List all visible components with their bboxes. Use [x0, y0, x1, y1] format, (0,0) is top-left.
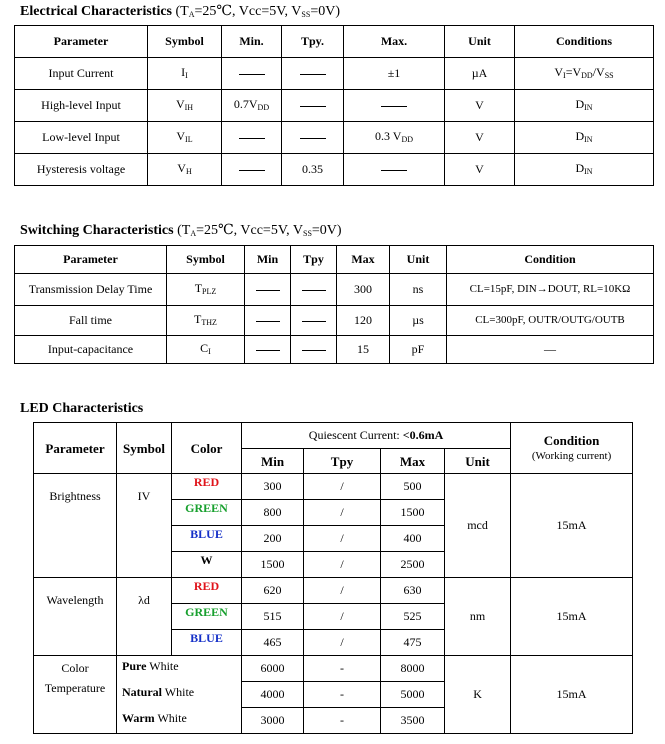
header-max: Max	[337, 246, 390, 274]
table-row: Low-level Input $V_{IL}$ 0.3 $V_{DD}$ V $D_{IN}$	[15, 122, 654, 154]
header-unit: Unit	[445, 449, 511, 474]
led-title: LED Characteristics	[20, 401, 144, 416]
dash-mark	[300, 74, 326, 75]
table-row: Hysteresis voltage $V_H$ 0.35 V $D_{IN}$	[15, 154, 654, 186]
header-typ: Tpy	[291, 246, 337, 274]
header-parameter: Parameter	[34, 423, 117, 474]
table-row: W 1500 / 2500	[34, 552, 633, 578]
header-typ: Tpy.	[282, 26, 344, 58]
dash-mark	[256, 290, 280, 291]
header-typ: Tpy	[304, 449, 381, 474]
dash-mark	[302, 290, 326, 291]
switching-table	[14, 245, 654, 364]
switching-title: Switching Characteristics ($T_A=25℃$, Vcc=5V, $V_{SS}=0V$)	[20, 223, 342, 238]
header-min: Min	[242, 449, 304, 474]
table-row: Input-capacitance $C_I$ 15 pF —	[15, 336, 654, 364]
header-max: Max	[381, 449, 445, 474]
header-symbol: Symbol	[148, 26, 222, 58]
dash-mark	[239, 74, 265, 75]
table-row: Wavelength λd RED 620 / 630 nm 15mA	[34, 578, 633, 604]
dash-mark	[300, 106, 326, 107]
dash-mark	[302, 321, 326, 322]
electrical-table	[14, 25, 654, 186]
table-row: Color Temperature Pure White Natural White Warm White 6000 - 8000 K 15mA	[34, 656, 633, 682]
header-min: Min.	[222, 26, 282, 58]
dash-mark	[239, 170, 265, 171]
header-unit: Unit	[390, 246, 447, 274]
dash-mark	[300, 138, 326, 139]
header-conditions: Conditions	[515, 26, 654, 58]
table-row: 4000 - 5000	[34, 682, 633, 708]
dash-mark	[381, 170, 407, 171]
electrical-title: Electrical Characteristics ($T_A=25℃$, Vcc=5V, $V_{SS}=0V$)	[20, 4, 340, 19]
header-quiescent-current: Quiescent Current: <0.6mA	[242, 423, 511, 449]
table-row: Transmission Delay Time $T_{PLZ}$ 300 ns CL=15pF, DIN→DOUT, RL=10KΩ	[15, 274, 654, 306]
header-parameter: Parameter	[15, 26, 148, 58]
table-row: BLUE 465 / 475	[34, 630, 633, 656]
led-table	[33, 422, 633, 734]
header-condition: Condition	[447, 246, 654, 274]
dash-mark	[256, 321, 280, 322]
table-row: Fall time $T_{THZ}$ 120 µs CL=300pF, OUTR/OUTG/OUTB	[15, 306, 654, 336]
table-row: 3000 - 3500	[34, 708, 633, 734]
table-row: High-level Input $V_{IH}$ $0.7V_{DD}$ V $D_{IN}$	[15, 90, 654, 122]
dash-mark	[302, 350, 326, 351]
table-row: Input Current $I_I$ ±1 µA $V_I=V_{DD}/V_{SS}$	[15, 58, 654, 90]
switching-conditions: ($T_A=25℃$, Vcc=5V, $V_{SS}=0V$)	[177, 223, 342, 238]
dash-mark	[256, 350, 280, 351]
header-symbol: Symbol	[167, 246, 245, 274]
table-row: Brightness IV RED 300 / 500 mcd 15mA	[34, 474, 633, 500]
header-max: Max.	[344, 26, 445, 58]
table-header-row	[34, 423, 633, 449]
table-header-row	[15, 26, 654, 58]
header-color: Color	[172, 423, 242, 474]
header-symbol: Symbol	[117, 423, 172, 474]
header-parameter: Parameter	[15, 246, 167, 274]
header-min: Min	[245, 246, 291, 274]
table-header-row	[15, 246, 654, 274]
table-row: BLUE 200 / 400	[34, 526, 633, 552]
dash-mark	[239, 138, 265, 139]
header-unit: Unit	[445, 26, 515, 58]
header-condition: Condition (Working current)	[511, 423, 633, 474]
table-row: GREEN 515 / 525	[34, 604, 633, 630]
dash-mark	[381, 106, 407, 107]
table-row: GREEN 800 / 1500	[34, 500, 633, 526]
electrical-conditions: ($T_A=25℃$, Vcc=5V, $V_{SS}=0V$)	[175, 4, 340, 19]
